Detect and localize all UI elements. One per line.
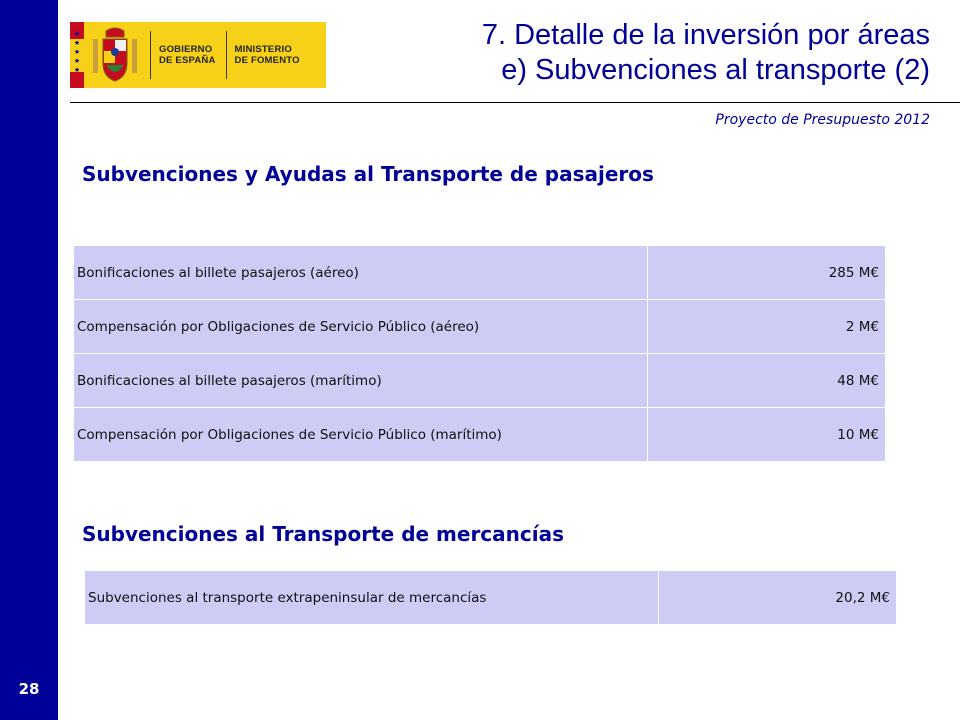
eu-stars-icon: ★ ★ ★ ★ ★ (73, 30, 81, 74)
row-value: 20,2 M€ (659, 571, 897, 625)
section-heading-pasajeros: Subvenciones y Ayudas al Transporte de pasajeros (82, 162, 654, 186)
row-label: Bonificaciones al billete pasajeros (marítimo) (74, 354, 648, 408)
left-sidebar-band (0, 0, 58, 720)
title-line-2: e) Subvenciones al transporte (2) (501, 54, 930, 86)
government-logo (70, 22, 326, 88)
row-label: Compensación por Obligaciones de Servicio Público (marítimo) (74, 408, 648, 462)
coat-of-arms-icon (90, 25, 140, 85)
logo-ministerio-text: MINISTERIO DE FOMENTO (234, 44, 300, 66)
title-divider (70, 102, 960, 103)
table-row (74, 354, 886, 408)
mercancias-table (84, 570, 897, 625)
row-label: Bonificaciones al billete pasajeros (aéreo) (74, 246, 648, 300)
logo-divider (150, 31, 151, 79)
page-title (482, 18, 930, 88)
row-label: Compensación por Obligaciones de Servicio Público (aéreo) (74, 300, 648, 354)
table-row (74, 408, 886, 462)
row-value: 48 M€ (648, 354, 886, 408)
table-row (85, 571, 897, 625)
row-value: 10 M€ (648, 408, 886, 462)
table-row (74, 300, 886, 354)
row-label: Subvenciones al transporte extrapeninsular de mercancías (85, 571, 659, 625)
table-row (74, 246, 886, 300)
page-number: 28 (18, 680, 40, 698)
section-heading-mercancias: Subvenciones al Transporte de mercancías (82, 522, 565, 546)
subtitle: Proyecto de Presupuesto 2012 (715, 112, 930, 128)
row-value: 285 M€ (648, 246, 886, 300)
logo-gobierno-text: GOBIERNO DE ESPAÑA (159, 44, 216, 66)
logo-divider (226, 31, 227, 79)
title-line-1: 7. Detalle de la inversión por áreas (481, 19, 930, 51)
pasajeros-table (73, 245, 886, 462)
row-value: 2 M€ (648, 300, 886, 354)
